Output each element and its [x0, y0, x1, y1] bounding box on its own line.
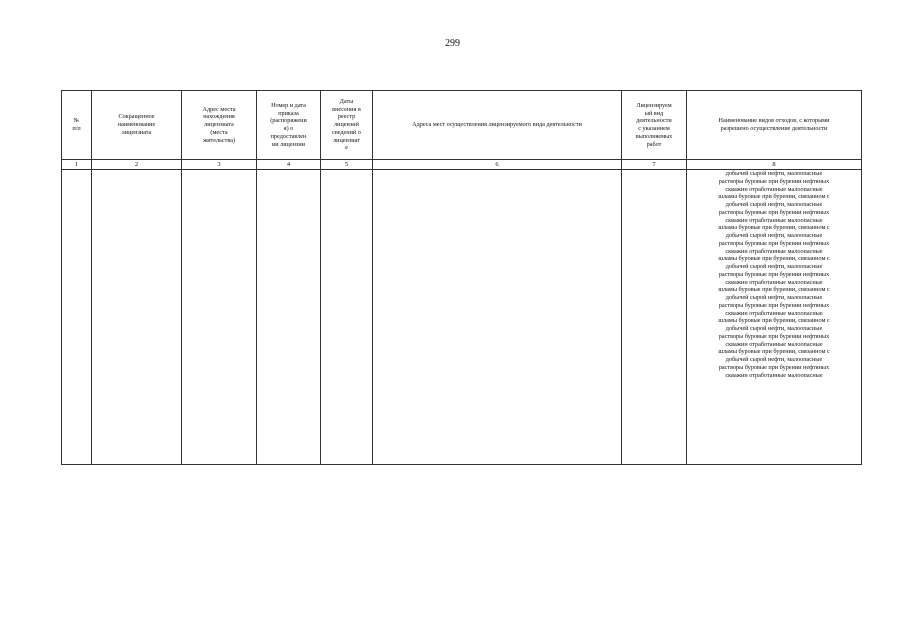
waste-type-line: растворы буровые при бурении нефтяных	[718, 363, 830, 371]
waste-type-line: скважин отработанные малоопасные	[725, 371, 823, 379]
header-cell-licensed-activity: Лицензируем ый вид деятельности с указанием выполняемых работ	[622, 91, 687, 160]
waste-type-line: шламы буровые при бурении, связанном с	[718, 317, 830, 325]
cell-waste-types	[687, 170, 862, 465]
waste-type-line: скважин отработанные малоопасные	[725, 216, 823, 224]
cell-order-number-date	[257, 170, 321, 465]
waste-type-line: растворы буровые при бурении нефтяных	[718, 332, 830, 340]
header-cell-licensee-address: Адрес места нахождения лицензиата (места жительства)	[182, 91, 257, 160]
page-number: 299	[445, 38, 460, 49]
waste-type-line: добычей сырой нефти, малоопасные	[725, 325, 823, 332]
cell-licensee-name	[92, 170, 182, 465]
license-registry-table	[61, 90, 862, 465]
column-number: 5	[321, 160, 373, 170]
waste-type-line: скважин отработанные малоопасные	[725, 185, 823, 193]
column-number: 1	[62, 160, 92, 170]
waste-type-line: шламы буровые при бурении, связанном с	[718, 224, 830, 232]
header-cell-activity-addresses: Адреса мест осуществления лицензируемого вида деятельности	[373, 91, 622, 160]
waste-type-line: добычей сырой нефти, малоопасные	[725, 294, 823, 301]
waste-type-line: добычей сырой нефти, малоопасные	[725, 170, 823, 177]
waste-type-line: добычей сырой нефти, малоопасные	[725, 201, 823, 208]
waste-type-line: добычей сырой нефти, малоопасные	[725, 232, 823, 239]
waste-type-line: шламы буровые при бурении, связанном с	[718, 286, 830, 294]
waste-type-line: скважин отработанные малоопасные	[725, 278, 823, 286]
header-cell-waste-types: Наименование видов отходов, с которыми разрешено осуществление деятельности	[687, 91, 862, 160]
waste-type-line: шламы буровые при бурении, связанном с	[718, 348, 830, 356]
waste-types-list	[688, 170, 860, 379]
column-number: 4	[257, 160, 321, 170]
table-header-row	[62, 91, 862, 160]
cell-licensed-activity	[622, 170, 687, 465]
header-cell-registry-dates: Даты внесения в реестр лицензий сведений о лицензиат е	[321, 91, 373, 160]
waste-type-line: скважин отработанные малоопасные	[725, 309, 823, 317]
waste-type-line: добычей сырой нефти, малоопасные	[725, 356, 823, 363]
waste-type-line: шламы буровые при бурении, связанном с	[718, 255, 830, 263]
waste-type-line: растворы буровые при бурении нефтяных	[718, 177, 830, 185]
column-number-row	[62, 160, 862, 170]
cell-activity-addresses	[373, 170, 622, 465]
column-number: 2	[92, 160, 182, 170]
waste-type-line: скважин отработанные малоопасные	[725, 340, 823, 348]
waste-type-line: растворы буровые при бурении нефтяных	[718, 270, 830, 278]
cell-licensee-address	[182, 170, 257, 465]
column-number: 8	[687, 160, 862, 170]
waste-type-line: скважин отработанные малоопасные	[725, 247, 823, 255]
column-number: 3	[182, 160, 257, 170]
waste-type-line: шламы буровые при бурении, связанном с	[718, 193, 830, 201]
header-cell-licensee-name: Сокращенное наименование лицензиата	[92, 91, 182, 160]
column-number: 6	[373, 160, 622, 170]
cell-registry-dates	[321, 170, 373, 465]
header-cell-order-number-date: Номер и дата приказа (распоряжени я) о предоставлен ии лицензии	[257, 91, 321, 160]
waste-type-line: растворы буровые при бурении нефтяных	[718, 208, 830, 216]
waste-type-line: растворы буровые при бурении нефтяных	[718, 301, 830, 309]
header-cell-number: № п/п	[62, 91, 92, 160]
cell-number	[62, 170, 92, 465]
table-row	[62, 170, 862, 465]
waste-type-line: добычей сырой нефти, малоопасные	[725, 263, 823, 270]
column-number: 7	[622, 160, 687, 170]
waste-type-line: растворы буровые при бурении нефтяных	[718, 239, 830, 247]
